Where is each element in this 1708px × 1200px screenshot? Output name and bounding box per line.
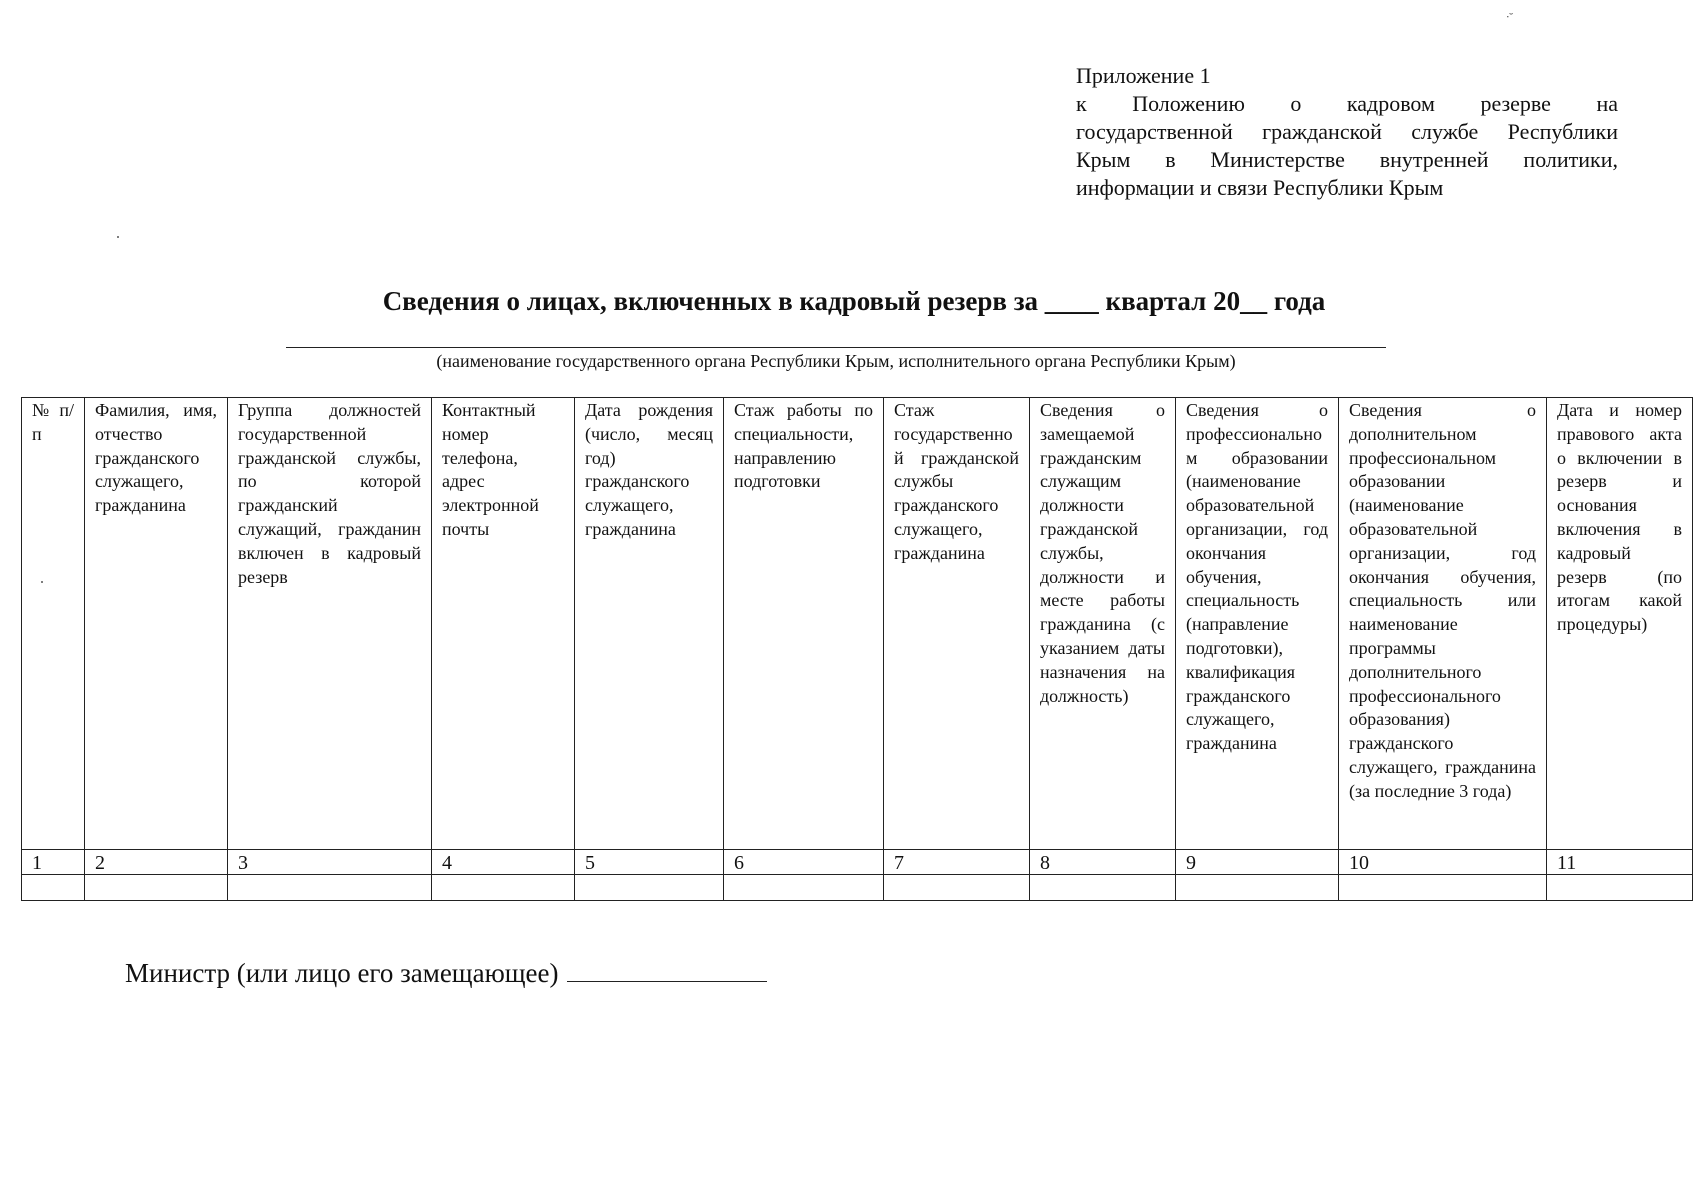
- column-number: 11: [1547, 850, 1693, 875]
- table-header-row: [22, 398, 1693, 850]
- document-title: Сведения о лицах, включенных в кадровый резерв за ____ квартал 20__ года: [382, 286, 1326, 316]
- signature-label: Министр (или лицо его замещающее): [125, 958, 559, 988]
- table-header-cell: Стаж работы по специальности, направлению подготовки: [724, 398, 884, 850]
- column-number: 8: [1030, 850, 1176, 875]
- table-cell: [1339, 875, 1547, 901]
- table-header-cell: Сведения о дополнительном профессиональном образовании (наименование образовательной организации, год окончания обучения, специальность или наименование программы дополнительного профессионального образования) гражданского служащего, гражданина (за последние 3 года): [1339, 398, 1547, 850]
- column-number: 3: [228, 850, 432, 875]
- table-header-cell: Сведения о замещаемой гражданским служащим должности гражданской службы, должности и месте работы гражданина (с указанием даты назначения на должность): [1030, 398, 1176, 850]
- column-number: 9: [1176, 850, 1339, 875]
- table-cell: [1176, 875, 1339, 901]
- column-number: 4: [432, 850, 575, 875]
- org-name-line: [286, 347, 1386, 348]
- column-number: 1: [22, 850, 85, 875]
- appendix-line: Крым в Министерстве внутренней политики,: [1076, 147, 1618, 172]
- appendix-line: государственной гражданской службе Республики: [1076, 119, 1618, 144]
- signature-block: [125, 955, 767, 989]
- column-number: 2: [85, 850, 228, 875]
- table-cell: [85, 875, 228, 901]
- table-header-cell: Контактный номер телефона, адрес электронной почты: [432, 398, 575, 850]
- table-row: [22, 875, 1693, 901]
- table-header-cell: Дата и номер правового акта о включении в резерв и основания включения в кадровый резерв (по итогам какой процедуры): [1547, 398, 1693, 850]
- appendix-block: [1076, 62, 1618, 202]
- scan-mark: ᐧ˘: [1506, 10, 1514, 24]
- table-cell: [575, 875, 724, 901]
- signature-line: [567, 955, 767, 982]
- table-header-cell: Стаж государственной гражданской службы гражданского служащего, гражданина: [884, 398, 1030, 850]
- table-header-cell: Группа должностей государственной гражданской службы, по которой гражданский служащий, гражданин включен в кадровый резерв: [228, 398, 432, 850]
- table-cell: [884, 875, 1030, 901]
- table-header-cell: Дата рождения (число, месяц год) гражданского служащего, гражданина: [575, 398, 724, 850]
- table-cell: [1030, 875, 1176, 901]
- table-cell: [432, 875, 575, 901]
- table-cell: [724, 875, 884, 901]
- column-number: 10: [1339, 850, 1547, 875]
- table-cell: [1547, 875, 1693, 901]
- scan-dot: [117, 236, 119, 238]
- org-name-caption: (наименование государственного органа Республики Крым, исполнительного органа Республики Крым): [436, 351, 1236, 371]
- appendix-line: информации и связи Республики Крым: [1076, 175, 1444, 200]
- table-header-cell: № п/п: [22, 398, 85, 850]
- reserve-table: [21, 397, 1693, 901]
- column-number: 6: [724, 850, 884, 875]
- table-cell: [22, 875, 85, 901]
- column-number-row: [22, 850, 1693, 875]
- appendix-line: Приложение 1: [1076, 63, 1211, 88]
- table-header-cell: Сведения о профессиональном образовании (наименование образовательной организации, год окончания обучения, специальность (направление подготовки), квалификация гражданского служащего, гражданина: [1176, 398, 1339, 850]
- column-number: 7: [884, 850, 1030, 875]
- table-cell: [228, 875, 432, 901]
- table-header-cell: Фамилия, имя, отчество гражданского служащего, гражданина: [85, 398, 228, 850]
- column-number: 5: [575, 850, 724, 875]
- appendix-line: к Положению о кадровом резерве на: [1076, 91, 1618, 116]
